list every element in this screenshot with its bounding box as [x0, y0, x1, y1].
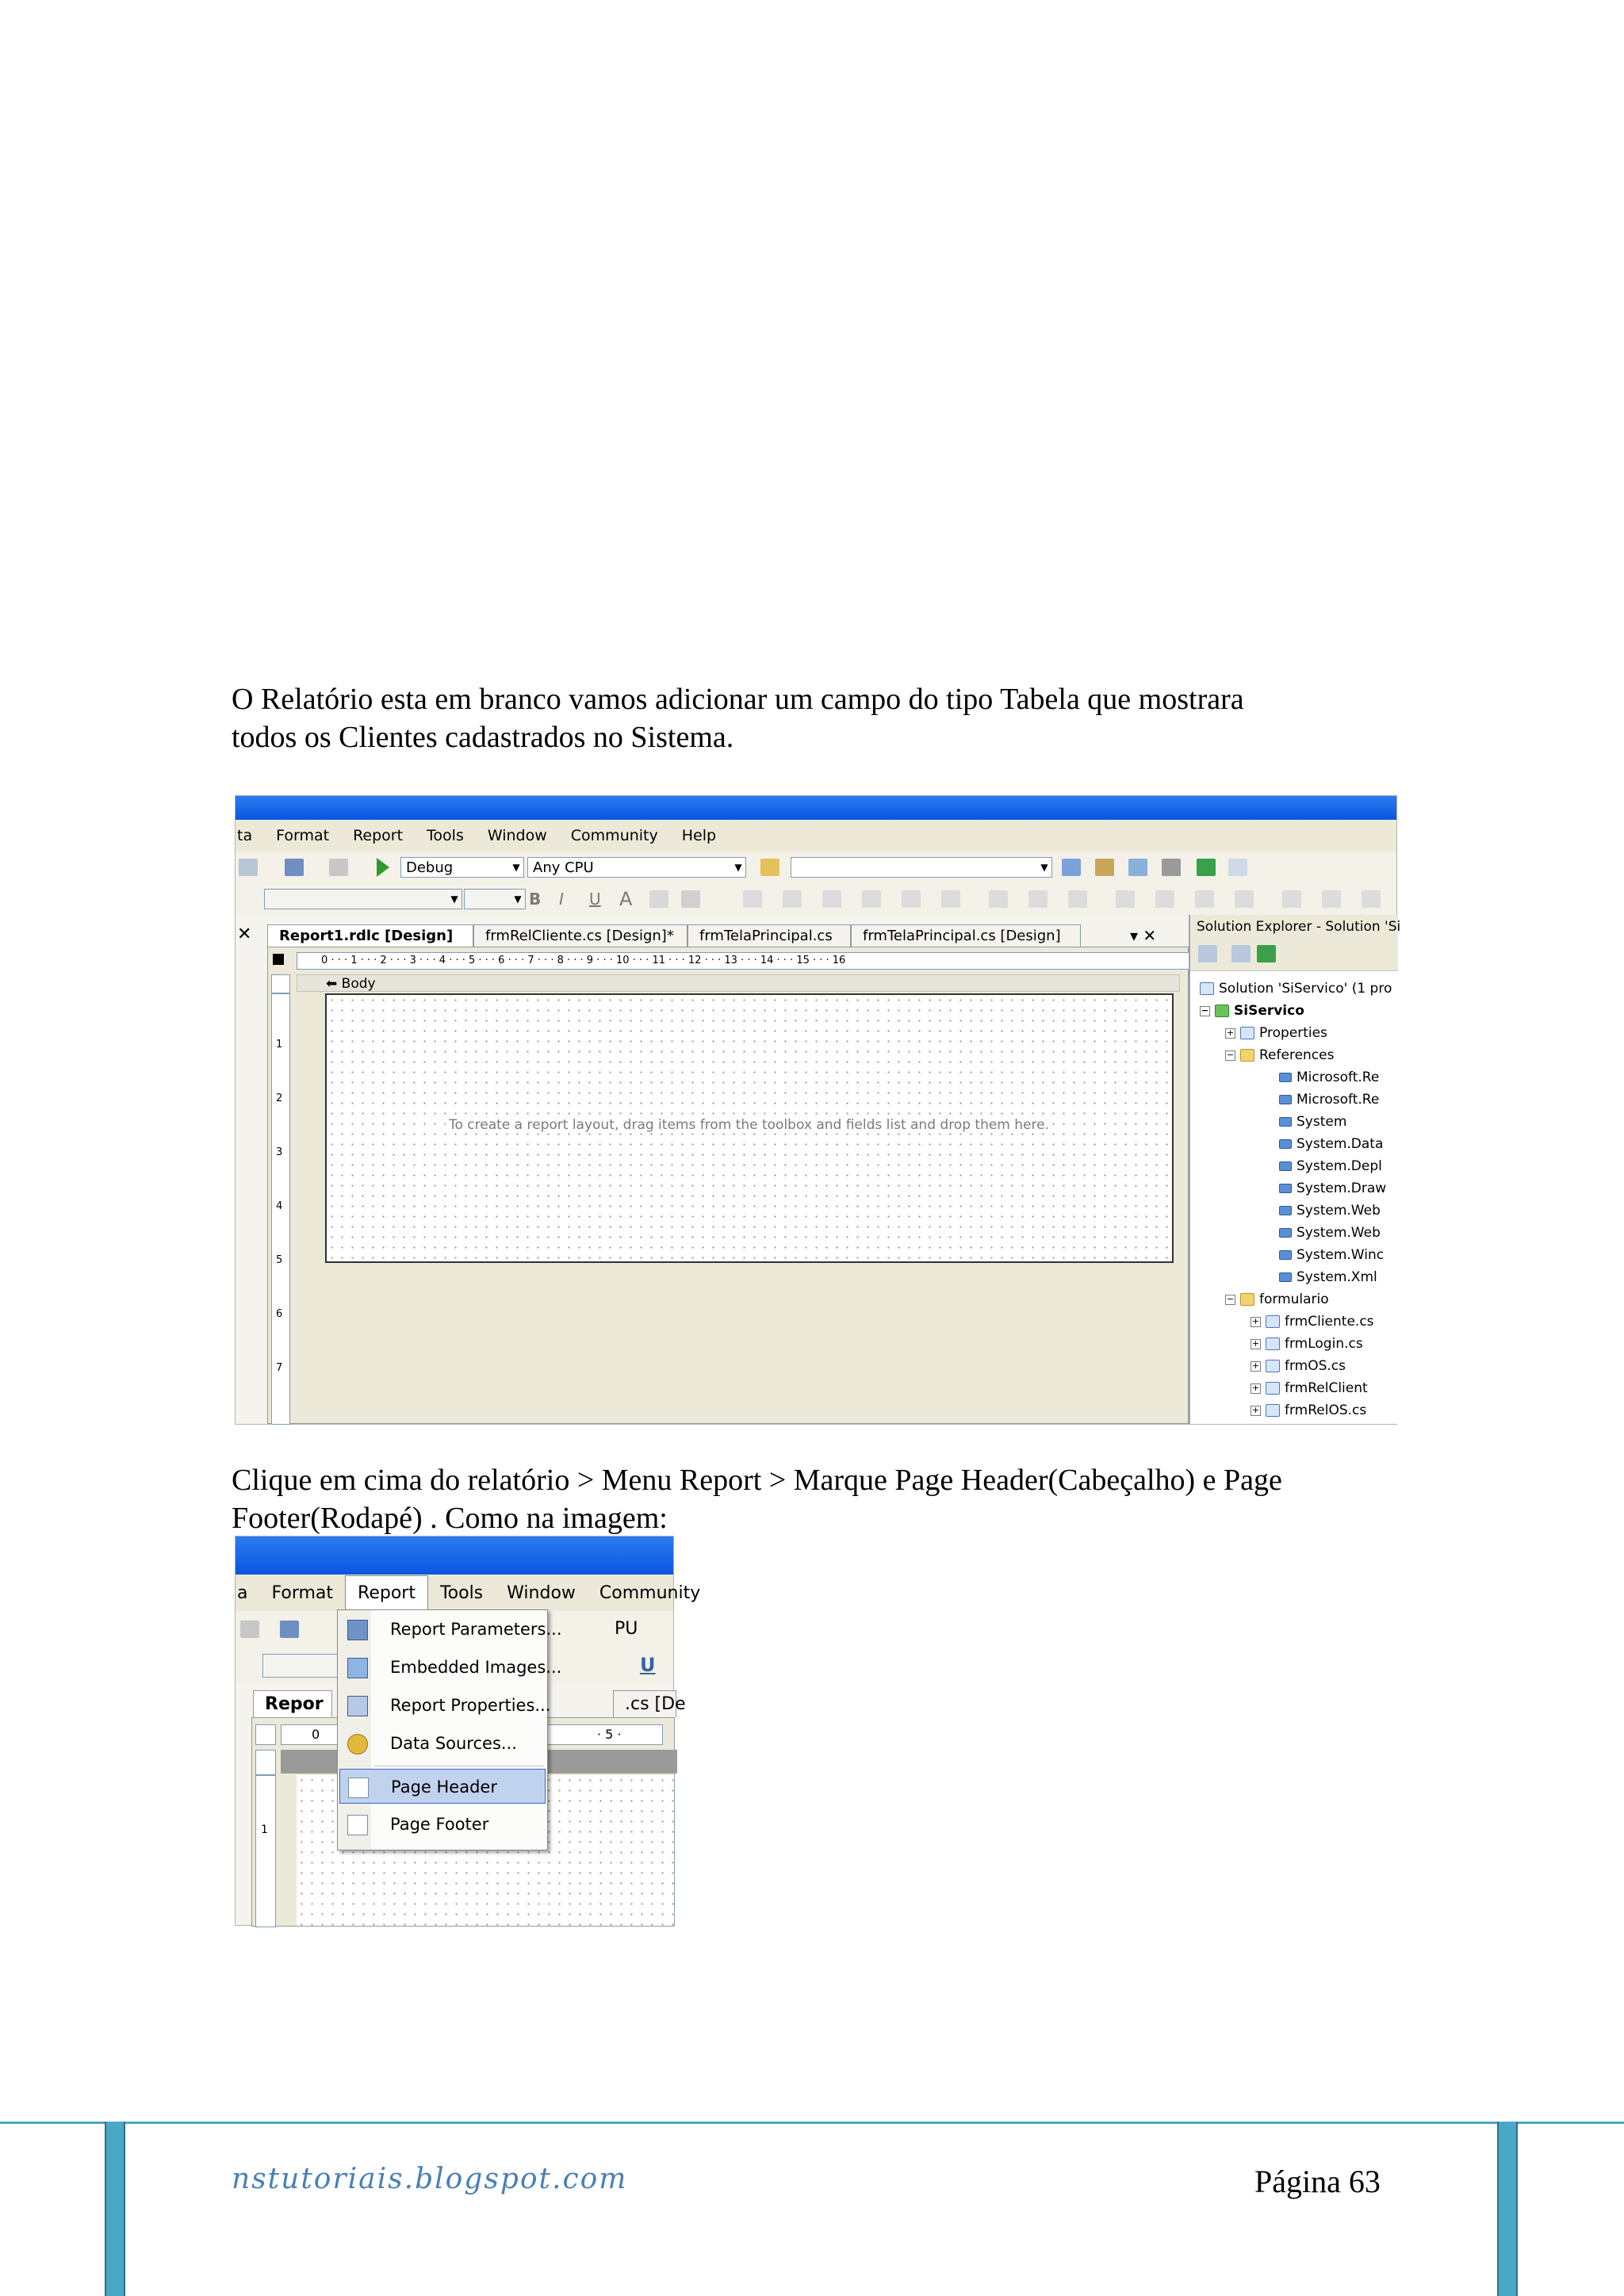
tab-report1-design[interactable]: Repor: [253, 1690, 332, 1717]
window-titlebar: [236, 1536, 673, 1575]
tree-file[interactable]: + frmRelOS.cs: [1251, 1402, 1367, 1418]
tree-folder-formulario[interactable]: − formulario: [1226, 1292, 1329, 1307]
menu-item-label: Report Parameters...: [390, 1620, 562, 1639]
solution-icon: [1200, 982, 1214, 995]
footer-rule: [0, 2122, 1624, 2124]
menu-item-community[interactable]: Community: [570, 827, 658, 844]
tree-reference[interactable]: Microsoft.Re: [1279, 1069, 1379, 1086]
vruler-mark: 1: [276, 1039, 283, 1050]
form-file-icon: [1266, 1315, 1280, 1328]
report-design-surface: [267, 947, 1189, 1424]
menu-bar: [236, 1575, 701, 1611]
start-page-icon[interactable]: [1197, 859, 1216, 876]
project-icon: [1215, 1004, 1229, 1017]
show-all-files-icon[interactable]: [1231, 945, 1251, 962]
tree-file[interactable]: + frmRelClient: [1251, 1380, 1368, 1396]
report-formatting-toolbar: [236, 883, 1396, 916]
configuration-select[interactable]: [400, 857, 524, 878]
reference-icon: [1279, 1095, 1292, 1104]
bold-icon[interactable]: B: [529, 890, 542, 909]
window-icon[interactable]: [329, 859, 348, 876]
ruler-mark: · 5 ·: [597, 1727, 622, 1742]
window-layout-icon[interactable]: [1228, 859, 1247, 876]
tree-project[interactable]: − SiServico: [1201, 1003, 1304, 1019]
ruler-corner-icon: [273, 954, 284, 965]
menu-report-properties[interactable]: [339, 1688, 551, 1723]
navigate-icon[interactable]: [280, 1621, 299, 1638]
reference-icon: [1279, 1250, 1292, 1260]
instruction-paragraph-line1: Clique em cima do relatório > Menu Report > Marque Page Header(Cabeçalho) e Page: [232, 1464, 1282, 1497]
expand-icon[interactable]: +: [1251, 1382, 1260, 1393]
form-file-icon: [1266, 1382, 1280, 1395]
reference-icon: [1279, 1161, 1292, 1171]
reference-icon: [1279, 1206, 1292, 1215]
reference-icon: [1279, 1117, 1292, 1127]
menu-item-label: Page Footer: [390, 1815, 489, 1834]
expand-icon[interactable]: +: [1251, 1360, 1260, 1371]
tree-reference[interactable]: System: [1279, 1113, 1346, 1131]
navigate-icon[interactable]: [285, 859, 304, 876]
spacing-increase-icon[interactable]: [1155, 890, 1174, 908]
tree-file[interactable]: + frmLogin.cs: [1251, 1336, 1363, 1352]
tab-frmrelcliente-design[interactable]: frmRelCliente.cs [Design]*: [473, 924, 688, 947]
vertical-spacing-increase-icon[interactable]: [1282, 890, 1301, 908]
tree-reference[interactable]: System.Data: [1279, 1135, 1383, 1153]
tab-frmrelcliente-design[interactable]: .cs [De: [613, 1690, 676, 1717]
vruler-mark: 5: [276, 1254, 283, 1266]
object-browser-icon[interactable]: [1128, 859, 1147, 876]
tab-menu-close-icons[interactable]: ▾ ✕: [1130, 926, 1157, 945]
footer-left-bar: [105, 2122, 125, 2296]
start-debug-icon[interactable]: [377, 858, 389, 877]
tree-reference[interactable]: System.Xml: [1279, 1269, 1377, 1286]
make-same-height-icon[interactable]: [1028, 890, 1048, 908]
menu-item-help[interactable]: Help: [681, 827, 717, 844]
close-toolbox-icon[interactable]: ✕: [237, 924, 252, 944]
empty-report-hint: To create a report layout, drag items from the toolbox and fields list and drop them here.: [446, 1117, 1052, 1133]
folder-icon: [1240, 1293, 1254, 1306]
intro-paragraph-line2: todos os Clientes cadastrados no Sistema.: [232, 721, 734, 754]
footer-site[interactable]: nstutoriais.blogspot.com: [232, 2163, 628, 2195]
tree-references[interactable]: − References: [1226, 1047, 1335, 1063]
font-color-icon[interactable]: A: [619, 888, 633, 910]
italic-icon[interactable]: I: [559, 890, 564, 909]
solution-explorer-toolbar: [1190, 939, 1398, 971]
vruler-mark: 4: [276, 1200, 283, 1212]
font-name-select[interactable]: [264, 889, 462, 909]
menu-item-tools[interactable]: Tools: [427, 827, 464, 844]
redo-icon[interactable]: [240, 1621, 259, 1638]
tree-solution[interactable]: Solution 'SiServico' (1 pro: [1200, 980, 1392, 997]
find-in-files-icon[interactable]: [760, 859, 779, 876]
ruler-corner: [255, 1724, 276, 1745]
underline-icon[interactable]: U: [640, 1654, 656, 1676]
collapse-icon[interactable]: −: [1201, 1004, 1209, 1016]
tree-reference[interactable]: System.Web: [1279, 1224, 1381, 1242]
vertical-spacing-icon[interactable]: [1235, 890, 1254, 908]
refresh-icon[interactable]: [1257, 945, 1276, 962]
footer-right-bar: [1497, 2122, 1518, 2296]
menu-item-label: Report Properties...: [390, 1696, 551, 1715]
expand-icon[interactable]: +: [1251, 1337, 1260, 1349]
report-menu-screenshot: [235, 1536, 701, 1926]
tree-reference[interactable]: System.Depl: [1279, 1158, 1382, 1175]
solution-explorer: [1189, 915, 1401, 1424]
redo-icon[interactable]: [239, 859, 258, 876]
collapse-icon[interactable]: −: [1226, 1049, 1235, 1060]
ruler-corner-2: [255, 1750, 276, 1775]
tree-reference[interactable]: System.Winc: [1279, 1246, 1384, 1264]
spacing-decrease-icon[interactable]: [1195, 890, 1214, 908]
make-same-size-icon[interactable]: [1068, 890, 1087, 908]
tree-reference[interactable]: Microsoft.Re: [1279, 1091, 1379, 1108]
vruler-mark: 2: [276, 1093, 283, 1104]
menu-item-label: Page Header: [391, 1777, 497, 1797]
ruler-corner: [271, 974, 290, 993]
body-label: Body: [341, 976, 376, 992]
find-combo[interactable]: [791, 857, 1052, 878]
window-titlebar: [236, 796, 1396, 820]
vruler-mark: 6: [276, 1308, 283, 1320]
page-header-icon: [348, 1777, 369, 1798]
vertical-ruler: [271, 993, 290, 1425]
chevron-down-icon: ▼: [512, 862, 520, 873]
remove-spacing-icon[interactable]: [1362, 890, 1381, 908]
collapse-icon[interactable]: −: [1226, 1293, 1235, 1304]
find-icon[interactable]: [1062, 859, 1081, 876]
report-designer-screenshot: [235, 795, 1401, 1425]
ruler-mark: 0: [312, 1727, 320, 1742]
reference-icon: [1279, 1228, 1292, 1238]
platform-value: Any CPU: [533, 859, 594, 876]
report-parameters-icon: [347, 1620, 368, 1640]
tree-properties[interactable]: + Properties: [1226, 1025, 1327, 1041]
vruler-mark: 3: [276, 1146, 283, 1158]
menu-item-label: Embedded Images...: [390, 1658, 562, 1677]
menu-data-sources[interactable]: [339, 1726, 546, 1761]
underline-icon[interactable]: U: [589, 890, 601, 909]
align-bottoms-icon[interactable]: [941, 890, 960, 908]
menu-item-data[interactable]: a: [237, 1582, 248, 1603]
tools-icon[interactable]: [1162, 859, 1181, 876]
form-file-icon: [1266, 1360, 1280, 1372]
document-well: [236, 915, 1189, 1424]
menu-item-tools[interactable]: Tools: [439, 1582, 484, 1603]
body-arrow-icon: ⬅: [326, 976, 338, 992]
menu-item-label: Data Sources...: [390, 1734, 517, 1753]
menu-item-data[interactable]: ta: [237, 827, 253, 844]
expand-icon[interactable]: +: [1251, 1315, 1260, 1326]
vruler-mark: 1: [261, 1823, 268, 1836]
tree-reference[interactable]: System.Web: [1279, 1202, 1381, 1219]
menu-item-community[interactable]: Community: [599, 1582, 701, 1603]
menu-page-header[interactable]: [339, 1769, 546, 1804]
align-rights-icon[interactable]: [822, 890, 841, 908]
intro-paragraph-line1: O Relatório esta em branco vamos adicionar um campo do tipo Tabela que mostrara: [232, 683, 1244, 716]
menu-item-format[interactable]: Format: [271, 1582, 334, 1603]
form-file-icon: [1266, 1404, 1280, 1417]
platform-fragment: PU: [615, 1619, 638, 1639]
tab-frmtelaprincipal[interactable]: frmTelaPrincipal.cs: [688, 924, 851, 947]
tree-file[interactable]: + frmOS.cs: [1251, 1358, 1346, 1374]
references-folder-icon: [1240, 1049, 1254, 1062]
chevron-down-icon: ▼: [734, 862, 742, 873]
reference-icon: [1279, 1184, 1292, 1193]
embedded-images-icon: [347, 1658, 368, 1678]
report-body-canvas[interactable]: [325, 993, 1174, 1263]
standard-toolbar: [236, 851, 1396, 884]
menu-item-report[interactable]: Report: [353, 827, 404, 844]
menu-page-footer[interactable]: [339, 1807, 546, 1842]
expand-icon[interactable]: +: [1226, 1027, 1235, 1038]
spacing-icon[interactable]: [1116, 890, 1135, 908]
align-tops-icon[interactable]: [862, 890, 881, 908]
chevron-down-icon: ▼: [514, 894, 522, 905]
tab-report1-design[interactable]: Report1.rdlc [Design]: [267, 924, 473, 947]
solution-explorer-title: Solution Explorer - Solution 'Si: [1190, 915, 1398, 939]
expand-icon[interactable]: +: [1251, 1404, 1260, 1415]
align-middles-icon[interactable]: [902, 890, 921, 908]
data-sources-icon: [347, 1734, 368, 1755]
menu-item-format[interactable]: Format: [276, 827, 330, 844]
vruler-mark: 7: [276, 1362, 283, 1374]
vertical-ruler: [255, 1775, 276, 1927]
menu-report-parameters[interactable]: [339, 1612, 562, 1647]
menu-bar: [236, 820, 1396, 851]
align-lefts-icon[interactable]: [743, 890, 762, 908]
vertical-spacing-decrease-icon[interactable]: [1322, 890, 1341, 908]
instruction-paragraph-line2: Footer(Rodapé) . Como na imagem:: [232, 1502, 668, 1535]
chevron-down-icon: ▼: [1040, 862, 1048, 873]
background-color-icon[interactable]: [649, 890, 668, 908]
reference-icon: [1279, 1073, 1292, 1082]
properties-folder-icon: [1240, 1027, 1254, 1039]
form-file-icon: [1266, 1337, 1280, 1350]
configuration-value: Debug: [406, 859, 454, 876]
tree-file[interactable]: + frmCliente.cs: [1251, 1314, 1374, 1330]
menu-embedded-images[interactable]: [339, 1650, 562, 1685]
properties-icon[interactable]: [1095, 859, 1114, 876]
reference-icon: [1279, 1272, 1292, 1282]
make-same-width-icon[interactable]: [989, 890, 1008, 908]
page-footer-icon: [347, 1815, 368, 1835]
properties-icon[interactable]: [1198, 945, 1217, 962]
chevron-down-icon: ▼: [450, 894, 458, 905]
tab-frmtelaprincipal-design[interactable]: frmTelaPrincipal.cs [Design]: [851, 924, 1081, 947]
horizontal-ruler: 0 · · · 1 · · · 2 · · · 3 · · · 4 · · · 5 · · · 6 · · · 7 · · · 8 · · · 9 · · · 10 · · · 11 · · · 12 · · · 13 · · · 14 · · · 15 · · · 16: [297, 952, 1205, 970]
report-properties-icon: [347, 1696, 368, 1716]
body-band-header: [297, 974, 1180, 992]
align-centers-icon[interactable]: [783, 890, 802, 908]
tree-reference[interactable]: System.Draw: [1279, 1180, 1386, 1197]
align-icon[interactable]: [681, 890, 700, 908]
menu-item-window[interactable]: Window: [507, 1582, 576, 1603]
font-size-select[interactable]: [464, 889, 526, 909]
platform-select[interactable]: [527, 857, 746, 878]
menu-item-report-open[interactable]: Report: [345, 1575, 428, 1611]
page-number: Página 63: [1254, 2164, 1381, 2199]
menu-item-window[interactable]: Window: [487, 827, 547, 844]
reference-icon: [1279, 1139, 1292, 1149]
report-dropdown-menu: [337, 1609, 562, 1850]
